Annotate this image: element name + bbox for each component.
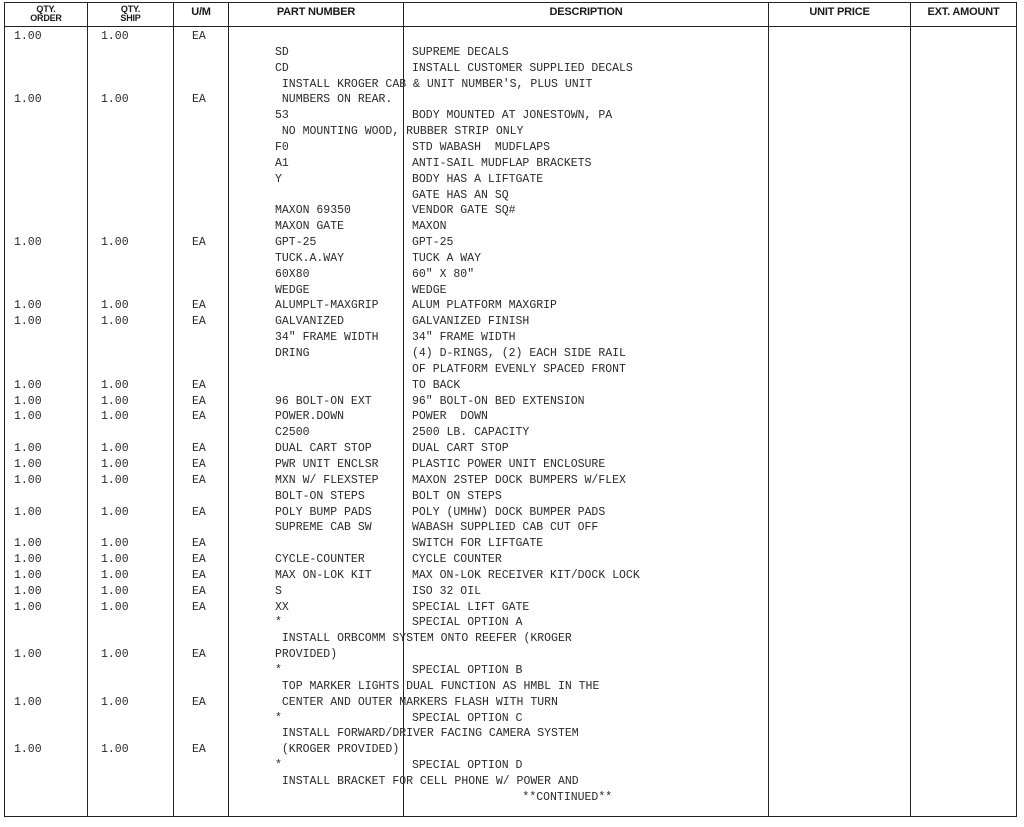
qty-ship-cell: 1.00 [101, 299, 129, 312]
qty-order-cell: 1.00 [14, 648, 42, 661]
header-qty-order-line1: QTY. [36, 4, 56, 14]
part-number-cell: DUAL CART STOP [275, 442, 372, 455]
um-cell: EA [192, 648, 206, 661]
part-number-cell: INSTALL ORBCOMM SYSTEM ONTO REEFER (KROGER [275, 632, 572, 645]
column-divider [1016, 2, 1017, 817]
part-number-cell: GALVANIZED [275, 315, 345, 328]
part-number-cell: MXN W/ FLEXSTEP [275, 474, 379, 487]
part-number-cell: A1 [275, 157, 289, 170]
part-number-cell: SUPREME CAB SW [275, 521, 372, 534]
qty-ship-cell: 1.00 [101, 648, 129, 661]
qty-order-cell: 1.00 [14, 537, 42, 550]
description-cell: OF PLATFORM EVENLY SPACED FRONT [412, 363, 626, 376]
qty-ship-cell: 1.00 [101, 442, 129, 455]
part-number-cell: TUCK.A.WAY [275, 252, 345, 265]
part-number-cell: ALUMPLT-MAXGRIP [275, 299, 379, 312]
description-cell: PLASTIC POWER UNIT ENCLOSURE [412, 458, 606, 471]
um-cell: EA [192, 743, 206, 756]
description-cell: GATE HAS AN SQ [412, 189, 509, 202]
description-cell: INSTALL CUSTOMER SUPPLIED DECALS [412, 62, 633, 75]
description-cell: MAX ON-LOK RECEIVER KIT/DOCK LOCK [412, 569, 640, 582]
part-number-cell: GPT-25 [275, 236, 317, 249]
qty-order-cell: 1.00 [14, 553, 42, 566]
description-cell: ALUM PLATFORM MAXGRIP [412, 299, 557, 312]
description-cell: SPECIAL OPTION A [412, 616, 523, 629]
part-number-cell: CENTER AND OUTER MARKERS FLASH WITH TURN [275, 696, 558, 709]
um-cell: EA [192, 474, 206, 487]
description-cell: WABASH SUPPLIED CAB CUT OFF [412, 521, 599, 534]
um-cell: EA [192, 506, 206, 519]
part-number-cell: S [275, 585, 282, 598]
table-bottom-rule [4, 816, 1017, 817]
part-number-cell: 34" FRAME WIDTH [275, 331, 379, 344]
um-cell: EA [192, 30, 206, 43]
description-cell: 60" X 80" [412, 268, 475, 281]
qty-order-cell: 1.00 [14, 474, 42, 487]
qty-order-cell: 1.00 [14, 458, 42, 471]
header-ext-amount: EXT. AMOUNT [927, 6, 1000, 18]
part-number-cell: XX [275, 601, 289, 614]
qty-order-cell: 1.00 [14, 506, 42, 519]
header-qty-ship [88, 5, 173, 23]
column-divider [173, 2, 174, 817]
qty-order-cell: 1.00 [14, 585, 42, 598]
part-number-cell: C2500 [275, 426, 310, 439]
description-cell: WEDGE [412, 284, 447, 297]
part-number-cell: 96 BOLT-ON EXT [275, 395, 372, 408]
part-number-cell: * [275, 759, 282, 772]
um-cell: EA [192, 569, 206, 582]
part-number-cell: TOP MARKER LIGHTS DUAL FUNCTION AS HMBL IN THE [275, 680, 600, 693]
part-number-cell: 53 [275, 109, 289, 122]
um-cell: EA [192, 93, 206, 106]
um-cell: EA [192, 236, 206, 249]
um-cell: EA [192, 379, 206, 392]
header-bottom-rule [4, 26, 1017, 27]
qty-ship-cell: 1.00 [101, 93, 129, 106]
part-number-cell: * [275, 616, 282, 629]
um-cell: EA [192, 458, 206, 471]
qty-order-cell: 1.00 [14, 379, 42, 392]
qty-order-cell: 1.00 [14, 30, 42, 43]
qty-ship-cell: 1.00 [101, 410, 129, 423]
part-number-cell: WEDGE [275, 284, 310, 297]
part-number-cell: NUMBERS ON REAR. [275, 93, 393, 106]
part-number-cell: Y [275, 173, 282, 186]
part-number-cell: PWR UNIT ENCLSR [275, 458, 379, 471]
description-cell: GALVANIZED FINISH [412, 315, 530, 328]
part-number-cell: SD [275, 46, 289, 59]
qty-ship-cell: 1.00 [101, 315, 129, 328]
column-divider [910, 2, 911, 817]
um-cell: EA [192, 585, 206, 598]
description-cell: GPT-25 [412, 236, 454, 249]
qty-order-cell: 1.00 [14, 569, 42, 582]
description-cell: SPECIAL OPTION C [412, 712, 523, 725]
part-number-cell: INSTALL FORWARD/DRIVER FACING CAMERA SYSTEM [275, 727, 579, 740]
qty-order-cell: 1.00 [14, 93, 42, 106]
qty-ship-cell: 1.00 [101, 458, 129, 471]
part-number-cell: PROVIDED) [275, 648, 338, 661]
qty-ship-cell: 1.00 [101, 474, 129, 487]
part-number-cell: F0 [275, 141, 289, 154]
description-cell: STD WABASH MUDFLAPS [412, 141, 551, 154]
description-cell: BODY MOUNTED AT JONESTOWN, PA [412, 109, 613, 122]
um-cell: EA [192, 410, 206, 423]
qty-order-cell: 1.00 [14, 395, 42, 408]
description-cell: (4) D-RINGS, (2) EACH SIDE RAIL [412, 347, 626, 360]
description-cell: 96" BOLT-ON BED EXTENSION [412, 395, 585, 408]
part-number-cell: POWER.DOWN [275, 410, 345, 423]
qty-order-cell: 1.00 [14, 236, 42, 249]
part-number-cell: INSTALL BRACKET FOR CELL PHONE W/ POWER AND [275, 775, 579, 788]
part-number-cell: (KROGER PROVIDED) [275, 743, 400, 756]
qty-order-cell: 1.00 [14, 442, 42, 455]
header-qty-order [5, 5, 87, 23]
part-number-cell: DRING [275, 347, 310, 360]
part-number-cell: POLY BUMP PADS [275, 506, 372, 519]
um-cell: EA [192, 601, 206, 614]
description-cell: ISO 32 OIL [412, 585, 482, 598]
um-cell: EA [192, 442, 206, 455]
qty-ship-cell: 1.00 [101, 585, 129, 598]
description-cell: POWER DOWN [412, 410, 488, 423]
qty-ship-cell: 1.00 [101, 537, 129, 550]
description-cell: TUCK A WAY [412, 252, 482, 265]
qty-ship-cell: 1.00 [101, 743, 129, 756]
column-divider [768, 2, 769, 817]
qty-ship-cell: 1.00 [101, 236, 129, 249]
header-qty-order-line2: ORDER [30, 13, 62, 23]
column-divider [228, 2, 229, 817]
um-cell: EA [192, 696, 206, 709]
part-number-cell: MAXON GATE [275, 220, 345, 233]
description-cell: 34" FRAME WIDTH [412, 331, 516, 344]
um-cell: EA [192, 299, 206, 312]
header-top-rule [4, 2, 1017, 3]
description-cell: BOLT ON STEPS [412, 490, 502, 503]
qty-order-cell: 1.00 [14, 315, 42, 328]
um-cell: EA [192, 553, 206, 566]
description-cell: MAXON 2STEP DOCK BUMPERS W/FLEX [412, 474, 626, 487]
header-qty-ship-line2: SHIP [120, 13, 141, 23]
qty-order-cell: 1.00 [14, 743, 42, 756]
part-number-cell: INSTALL KROGER CAB & UNIT NUMBER'S, PLUS UNIT [275, 78, 593, 91]
qty-ship-cell: 1.00 [101, 379, 129, 392]
column-divider [4, 2, 5, 817]
part-number-cell: 60X80 [275, 268, 310, 281]
description-cell: CYCLE COUNTER [412, 553, 502, 566]
description-cell: SPECIAL OPTION D [412, 759, 523, 772]
header-unit-price: UNIT PRICE [809, 6, 870, 18]
description-cell: MAXON [412, 220, 447, 233]
qty-ship-cell: 1.00 [101, 553, 129, 566]
um-cell: EA [192, 395, 206, 408]
header-part-number: PART NUMBER [276, 6, 356, 18]
description-cell: SUPREME DECALS [412, 46, 509, 59]
qty-ship-cell: 1.00 [101, 395, 129, 408]
qty-ship-cell: 1.00 [101, 506, 129, 519]
column-divider [87, 2, 88, 817]
description-cell: POLY (UMHW) DOCK BUMPER PADS [412, 506, 606, 519]
qty-order-cell: 1.00 [14, 410, 42, 423]
description-cell: 2500 LB. CAPACITY [412, 426, 530, 439]
qty-ship-cell: 1.00 [101, 696, 129, 709]
part-number-cell: BOLT-ON STEPS [275, 490, 365, 503]
part-number-cell: NO MOUNTING WOOD, RUBBER STRIP ONLY [275, 125, 524, 138]
qty-order-cell: 1.00 [14, 696, 42, 709]
description-cell: **CONTINUED** [412, 791, 613, 804]
qty-ship-cell: 1.00 [101, 30, 129, 43]
header-description: DESCRIPTION [549, 6, 623, 18]
part-number-cell: MAX ON-LOK KIT [275, 569, 372, 582]
qty-ship-cell: 1.00 [101, 569, 129, 582]
description-cell: BODY HAS A LIFTGATE [412, 173, 544, 186]
um-cell: EA [192, 537, 206, 550]
part-number-cell: CYCLE-COUNTER [275, 553, 365, 566]
description-cell: ANTI-SAIL MUDFLAP BRACKETS [412, 157, 592, 170]
description-cell: TO BACK [412, 379, 461, 392]
qty-order-cell: 1.00 [14, 601, 42, 614]
description-cell: SPECIAL OPTION B [412, 664, 523, 677]
header-qty-ship-line1: QTY. [120, 4, 141, 14]
qty-order-cell: 1.00 [14, 299, 42, 312]
part-number-cell: CD [275, 62, 289, 75]
part-number-cell: * [275, 664, 282, 677]
description-cell: DUAL CART STOP [412, 442, 509, 455]
description-cell: VENDOR GATE SQ# [412, 204, 516, 217]
description-cell: SWITCH FOR LIFTGATE [412, 537, 544, 550]
part-number-cell: * [275, 712, 282, 725]
header-um: U/M [191, 6, 211, 18]
part-number-cell: MAXON 69350 [275, 204, 351, 217]
um-cell: EA [192, 315, 206, 328]
qty-ship-cell: 1.00 [101, 601, 129, 614]
description-cell: SPECIAL LIFT GATE [412, 601, 530, 614]
